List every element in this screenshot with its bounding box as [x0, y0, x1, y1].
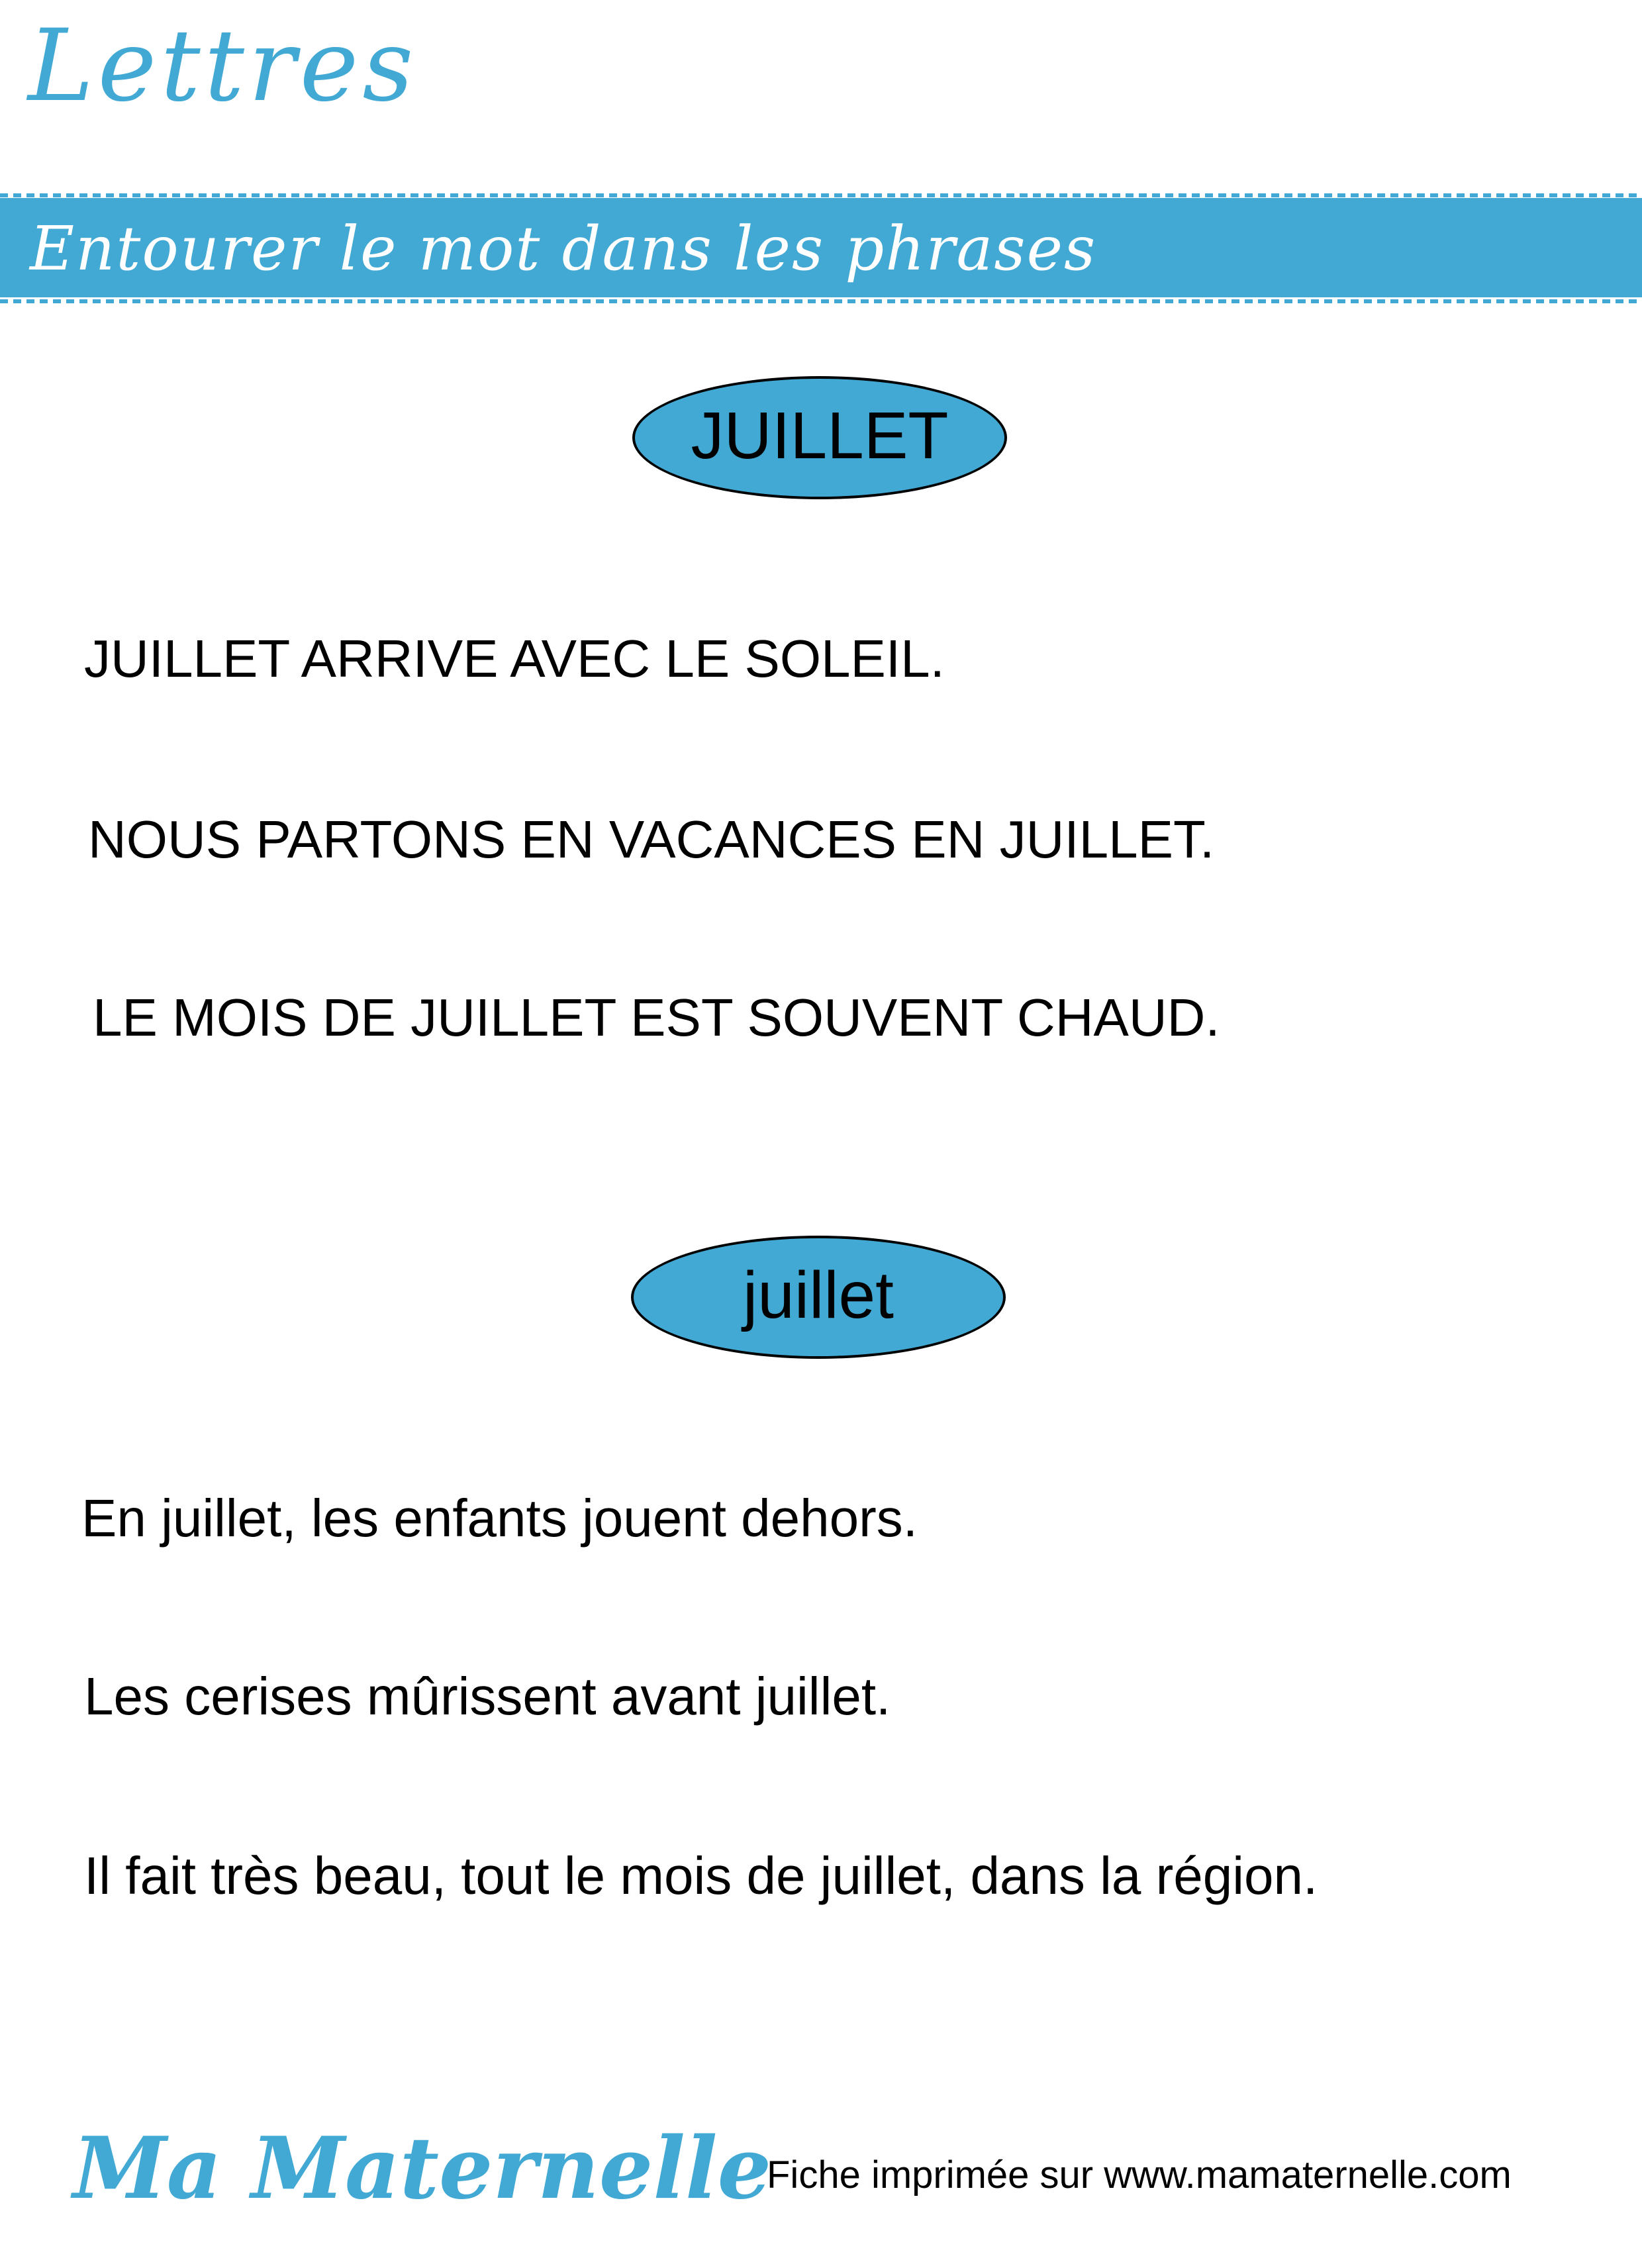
sentence-upper-3: LE MOIS DE JUILLET EST SOUVENT CHAUD. [93, 988, 1220, 1047]
sentence-upper-2: NOUS PARTONS EN VACANCES EN JUILLET. [88, 810, 1215, 869]
sentence-lower-3: Il fait très beau, tout le mois de juillet, dans la région. [84, 1846, 1318, 1905]
footer-credit: Fiche imprimée sur www.mamaternelle.com [767, 2153, 1512, 2196]
brand-logo: Ma Maternelle [73, 2119, 771, 2218]
target-word-uppercase [632, 376, 1007, 499]
sentence-upper-1: JUILLET ARRIVE AVEC LE SOLEIL. [84, 629, 945, 688]
target-word-uppercase-label: JUILLET [691, 399, 949, 473]
instruction-text: Entourer le mot dans les phrases [30, 213, 1097, 284]
instruction-banner [0, 193, 1642, 305]
sentence-lower-2: Les cerises mûrissent avant juillet. [84, 1667, 891, 1726]
sentence-lower-1: En juillet, les enfants jouent dehors. [81, 1489, 918, 1548]
target-word-lowercase-label: juillet [743, 1258, 894, 1332]
target-word-lowercase [631, 1236, 1006, 1359]
page-title: Lettres [28, 9, 418, 124]
